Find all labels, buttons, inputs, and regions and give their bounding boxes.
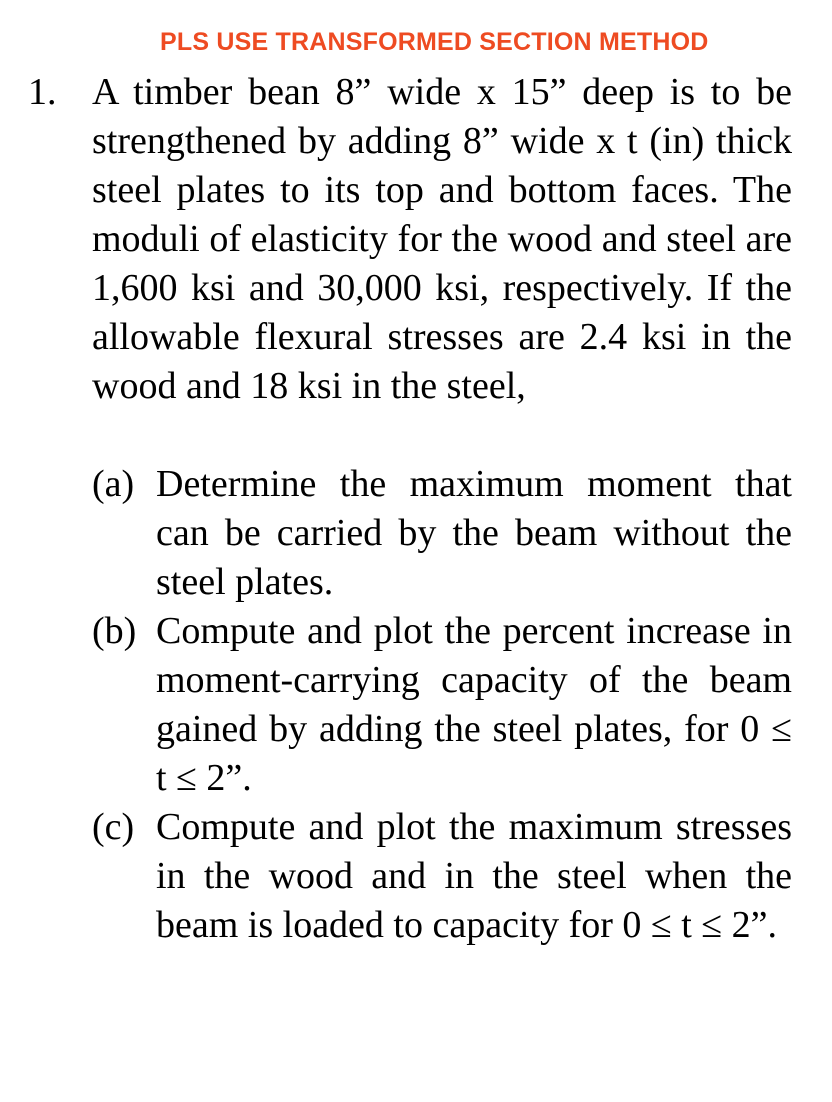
part-b-text: Compute and plot the percent increase in moment-carrying capacity of the beam gained by adding the steel plates, for 0 ≤ t ≤ 2”.: [156, 610, 792, 799]
part-c-letter: (c): [92, 806, 135, 848]
part-c: [92, 803, 792, 950]
problem-statement: A timber bean 8” wide x 15” deep is to be strengthened by adding 8” wide x t (in) thick steel plates to its top and bottom faces. The moduli of elasticity for the wood and steel are 1,600 ksi and 30,000 ksi, respectively. If the allowable flexural stresses are 2.4 ksi in the wood and 18 ksi in the steel,: [92, 71, 792, 407]
problem-number: 1.: [28, 71, 57, 113]
part-a: [92, 460, 792, 607]
part-b-letter: (b): [92, 610, 137, 652]
part-a-letter: (a): [92, 463, 135, 505]
instruction-banner: PLS USE TRANSFORMED SECTION METHOD: [160, 28, 709, 56]
problem-parts: [92, 460, 792, 950]
part-a-text: Determine the maximum moment that can be carried by the beam without the steel plates.: [156, 463, 792, 603]
part-b: [92, 607, 792, 803]
part-c-text: Compute and plot the maximum stresses in the wood and in the steel when the beam is loaded to capacity for 0 ≤ t ≤ 2”.: [156, 806, 792, 946]
